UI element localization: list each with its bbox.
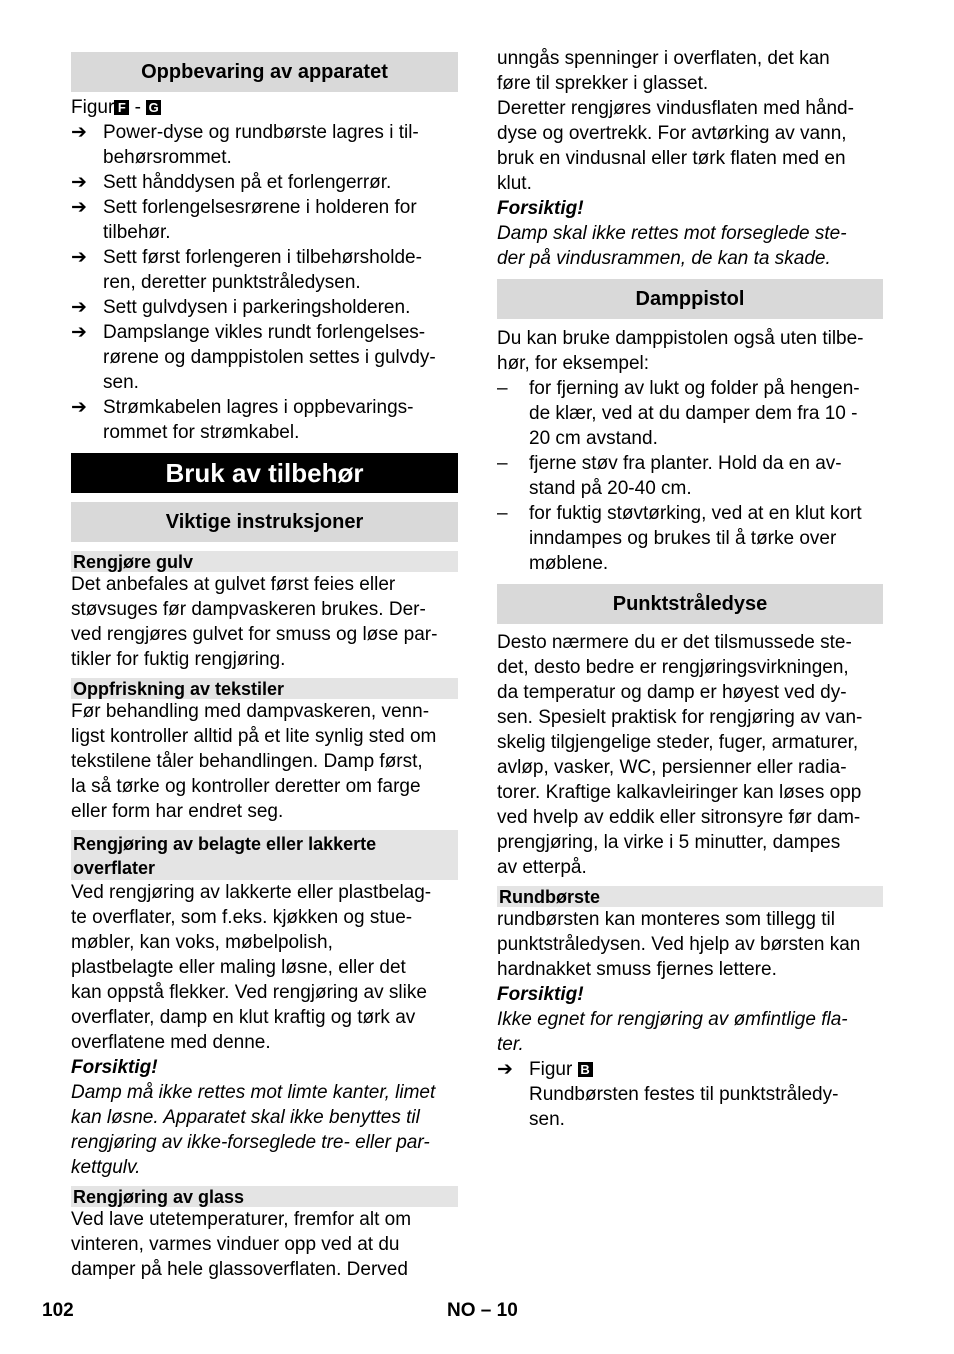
brush-caution-text: Ikke egnet for rengjøring av ømfintlige fla- ter. <box>497 1009 848 1055</box>
list-item: ➔ Sett først forlengeren i tilbehørsholde- ren, deretter punktstråledysen. <box>71 247 422 293</box>
coated-text: Ved rengjøring av lakkerte eller plastbelag- te overflater, som f.eks. kjøkken og stue- møbler, kan voks, møbelpolish, plastbelagte eller maling løsne, eller det kan oppstå flekker. Ved rengjøring av slike overflater, damp en klut kraftig og tørk av overflatene med denne. <box>71 882 432 1053</box>
left-column <box>71 52 458 1282</box>
arrow-icon: ➔ <box>71 122 87 143</box>
brush-heading: Rundbørste <box>497 886 883 907</box>
arrow-icon: ➔ <box>71 172 87 193</box>
figure-label-f: F <box>114 100 129 115</box>
floor-text: Det anbefales at gulvet først feies eller støvsuges før dampvaskeren brukes. Der- ved rengjøres gulvet for smuss og løse par- tikler for fuktig rengjøring. <box>71 574 438 670</box>
glass-text-continued: unngås spenninger i overflaten, det kan føre til sprekker i glasset. Deretter rengjøres vindusflaten med hånd- dyse og overtrekk. For avtørking av vann, bruk en vindusnal eller tørk flaten med en klut. <box>497 48 854 194</box>
list-item: ➔ Sett hånddysen på et forlengerrør. <box>71 172 392 193</box>
coated-caution-label: Forsiktig! <box>71 1057 158 1078</box>
coated-caution-text: Damp må ikke rettes mot limte kanter, limet kan løsne. Apparatet skal ikke benyttes til rengjøring av ikke-forseglede tre- eller par- kettgulv. <box>71 1082 436 1178</box>
arrow-icon: ➔ <box>71 297 87 318</box>
nozzle-heading: Punktstråledyse <box>497 584 883 624</box>
storage-figure-ref: Figur F - G <box>71 95 458 120</box>
glass-heading: Rengjøring av glass <box>71 1186 458 1207</box>
list-item: ➔ Sett forlengelsesrørene i holderen for tilbehør. <box>71 197 417 243</box>
storage-heading: Oppbevaring av apparatet <box>71 52 458 92</box>
list-item: – for fjerning av lukt og folder på hengen- de klær, ved at du damper dem fra 10 - 20 cm avstand. <box>497 378 860 449</box>
section-label: NO – 10 <box>447 1300 518 1321</box>
storage-list <box>71 120 458 445</box>
instructions-heading: Viktige instruksjoner <box>71 502 458 542</box>
steam-gun-intro: Du kan bruke damppistolen også uten tilbe- hør, for eksempel: <box>497 328 864 374</box>
textiles-text: Før behandling med dampvaskeren, venn- ligst kontroller alltid på et lite synlig sted om tekstilene tåler behandlingen. Damp først, la så tørke og kontroller deretter om farge eller form har endret seg. <box>71 701 437 822</box>
arrow-icon: ➔ <box>497 1059 513 1080</box>
arrow-icon: ➔ <box>71 247 87 268</box>
arrow-icon: ➔ <box>71 197 87 218</box>
list-item: – for fuktig støvtørking, ved at en klut kort inndampes og brukes til å tørke over møblene. <box>497 503 862 574</box>
chapter-title: Bruk av tilbehør <box>71 453 458 493</box>
list-item: ➔ Power-dyse og rundbørste lagres i til- behørsrommet. <box>71 122 419 168</box>
brush-caution-label: Forsiktig! <box>497 984 584 1005</box>
list-item: ➔ Dampslange vikles rundt forlengelses- rørene og damppistolen settes i gulvdy- sen. <box>71 322 436 393</box>
arrow-icon: ➔ <box>71 397 87 418</box>
textiles-heading: Oppfriskning av tekstiler <box>71 678 458 699</box>
glass-caution-text: Damp skal ikke rettes mot forseglede ste- der på vindusrammen, de kan ta skade. <box>497 223 847 269</box>
nozzle-text: Desto nærmere du er det tilsmussede ste- det, desto bedre er rengjøringsvirkningen, da temperatur og damp er høyest ved dy- sen. Spesielt praktisk for rengjøring av van- skelig tilgjengelige steder, fuger, armaturer, avløp, vasker, WC, persienner eller radia- torer. Kraftige kalkavleiringer kan løses opp ved hvelp av eddik eller sitronsyre før dam- prengjøring, la virke i 5 minutter, dampes av etterpå. <box>497 632 863 878</box>
brush-step: ➔ Figur B Rundbørsten festes til punktstråledy- sen. <box>497 1059 839 1130</box>
steam-gun-heading: Damppistol <box>497 279 883 319</box>
brush-text: rundbørsten kan monteres som tillegg til punktstråledysen. Ved hjelp av børsten kan hardnakket smuss fjernes lettere. <box>497 909 861 980</box>
right-column <box>497 46 883 1132</box>
coated-heading: Rengjøring av belagte eller lakkerte overflater <box>71 830 458 880</box>
floor-heading: Rengjøre gulv <box>71 551 458 572</box>
list-item: ➔ Sett gulvdysen i parkeringsholderen. <box>71 297 411 318</box>
list-item: ➔ Strømkabelen lagres i oppbevarings- rommet for strømkabel. <box>71 397 414 443</box>
glass-caution-label: Forsiktig! <box>497 198 584 219</box>
page-number: 102 <box>42 1300 74 1321</box>
arrow-icon: ➔ <box>71 322 87 343</box>
glass-text: Ved lave utetemperaturer, fremfor alt om vinteren, varmes vinduer opp ved at du damper på hele glassoverflaten. Derved <box>71 1209 412 1280</box>
figure-label-g: G <box>146 100 161 115</box>
list-item: – fjerne støv fra planter. Hold da en av- stand på 20-40 cm. <box>497 453 842 499</box>
figure-label-b: B <box>578 1062 593 1077</box>
